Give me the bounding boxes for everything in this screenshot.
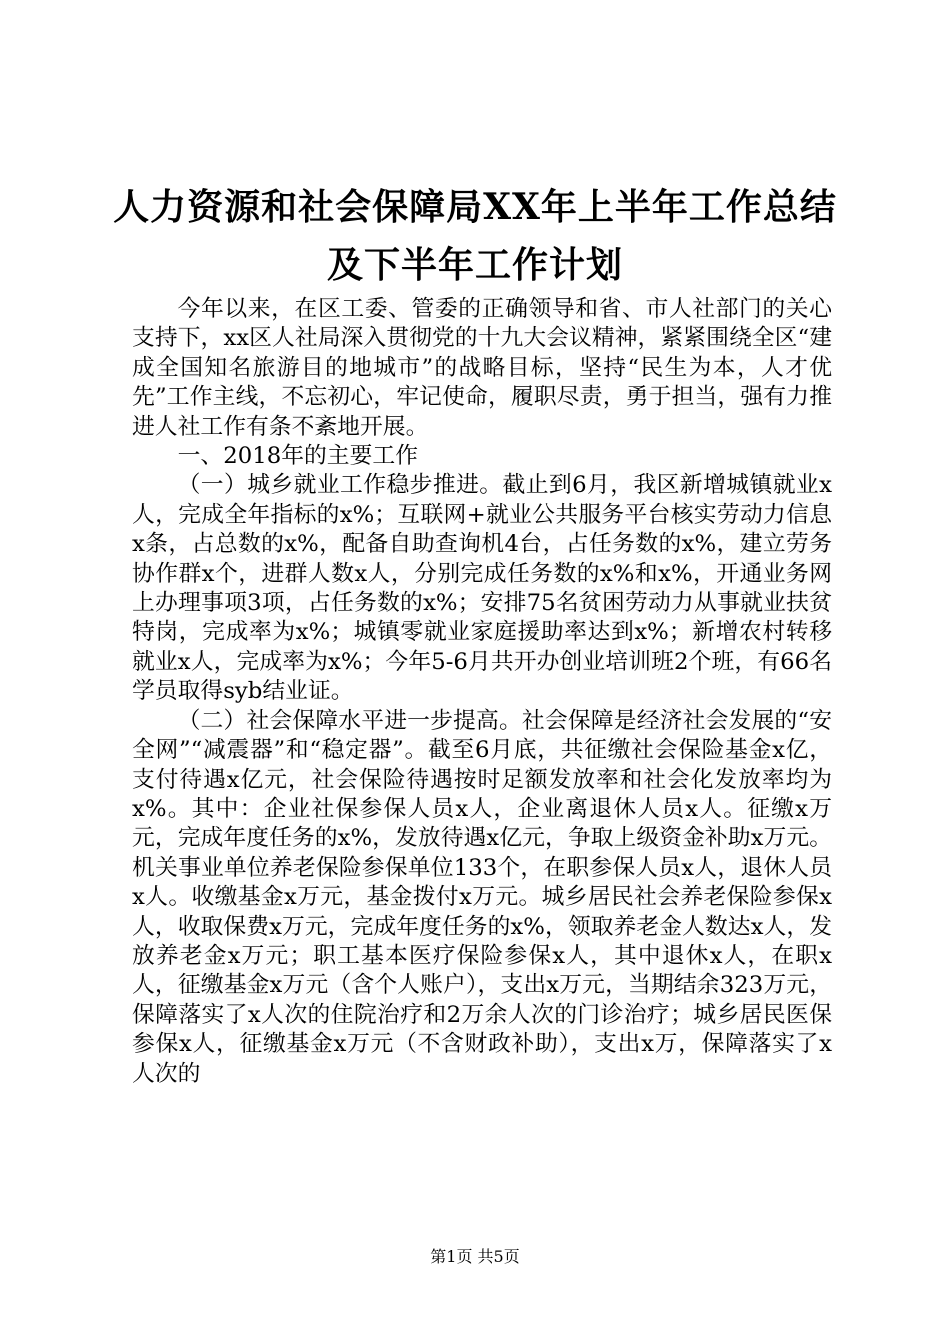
employment-paragraph: （一）城乡就业工作稳步推进。截止到6月，我区新增城镇就业x人，完成全年指标的x%；互联网+就业公共服务平台核实劳动力信息x条，占总数的x%，配备自助查询机4台，占任务数的x%，建立劳务协作群x个，进群人数x人，分别完成任务数的x%和x%，开通业务网上办理事项3项，占任务数的x%；安排75名贫困劳动力从事就业扶贫特岗，完成率为x%；城镇零就业家庭援助率达到x%；新增农村转移就业x人，完成率为x%；今年5-6月共开办创业培训班2个班，有66名学员取得syb结业证。 <box>132 472 832 705</box>
document-title-line-1: 人力资源和社会保障局XX年上半年工作总结 <box>113 186 837 228</box>
page-footer: 第1页 共5页 <box>430 1247 520 1266</box>
intro-paragraph: 今年以来，在区工委、管委的正确领导和省、市人社部门的关心支持下，xx区人社局深入贯彻党的十九大会议精神，紧紧围绕全区“建成全国知名旅游目的地城市”的战略目标，坚持“民生为本，人才优先”工作主线，不忘初心，牢记使命，履职尽责，勇于担当，强有力推进人社工作有条不紊地开展。 <box>132 296 832 440</box>
document-title-line-2: 及下半年工作计划 <box>326 244 623 286</box>
document-body <box>132 295 832 1089</box>
social-security-paragraph: （二）社会保障水平进一步提高。社会保障是经济社会发展的“安全网”“减震器”和“稳定器”。截至6月底，共征缴社会保险基金x亿，支付待遇x亿元，社会保险待遇按时足额发放率和社会化发放率均为x%。其中：企业社保参保人员x人，企业离退休人员x人。征缴x万元，完成年度任务的x%，发放待遇x亿元，争取上级资金补助x万元。机关事业单位养老保险参保单位133个，在职参保人员x人，退休人员x人。收缴基金x万元，基金拨付x万元。城乡居民社会养老保险参保x人，收取保费x万元，完成年度任务的x%，领取养老金人数达x人，发放养老金x万元；职工基本医疗保险参保x人，其中退休x人，在职x人，征缴基金x万元（含个人账户），支出x万元，当期结余323万元，保障落实了x人次的住院治疗和2万余人次的门诊治疗；城乡居民医保参保x人，征缴基金x万元（不含财政补助），支出x万，保障落实了x人次的 <box>132 707 832 1087</box>
section-heading: 一、2018年的主要工作 <box>177 443 418 470</box>
